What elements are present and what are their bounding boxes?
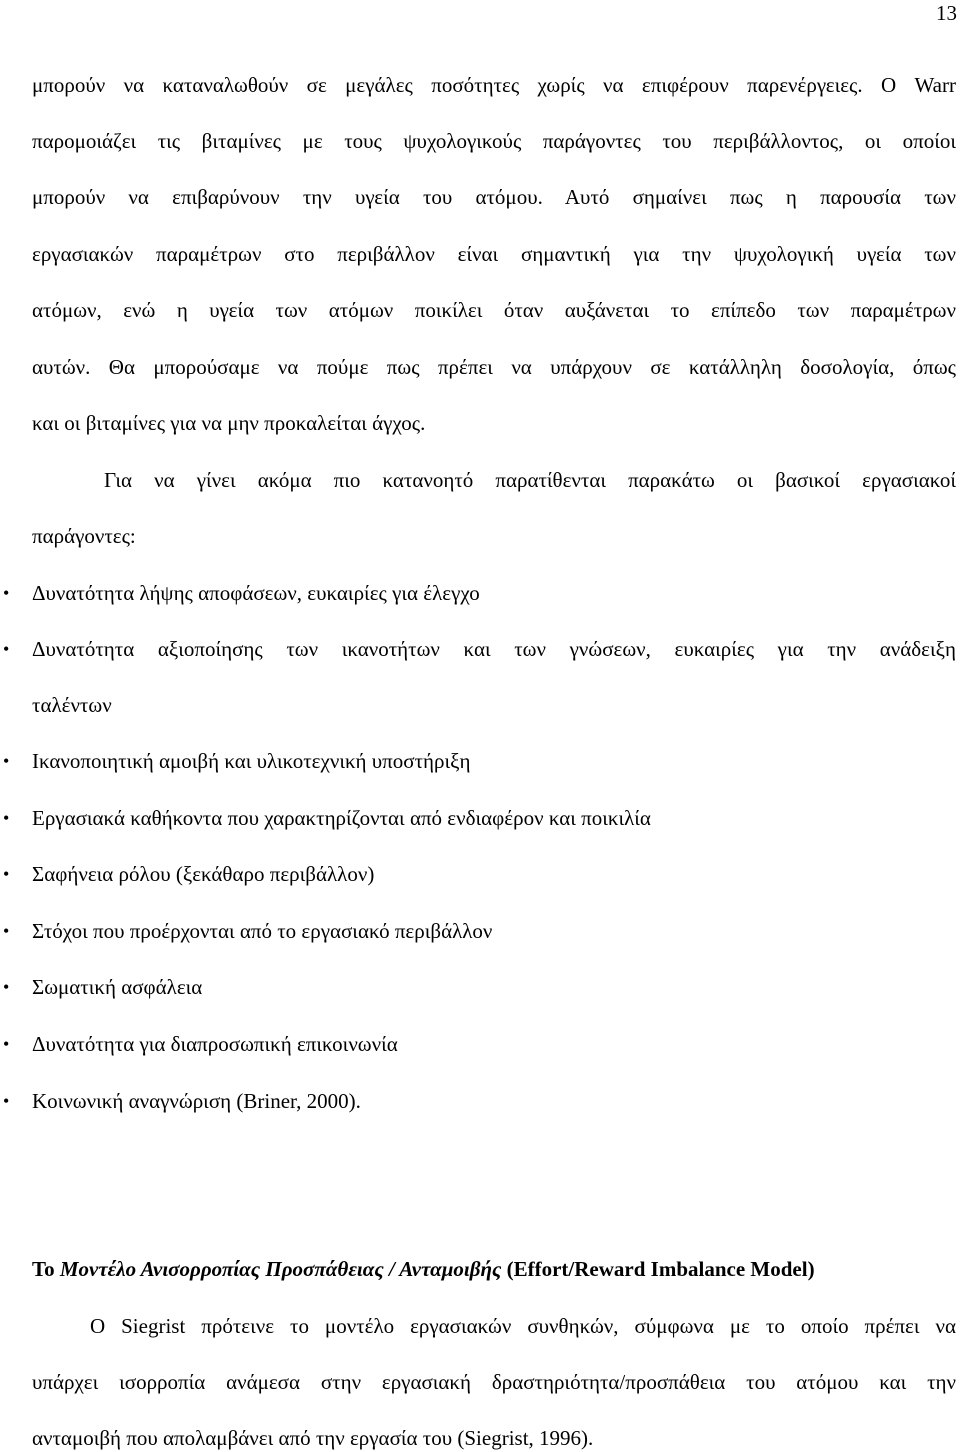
bullet-symbol: •	[3, 808, 10, 828]
text-line: ατόμων, ενώ η υγεία των ατόμων ποικίλει όταν αυξάνεται το επίπεδο των παραμέτρων	[32, 298, 956, 322]
bullet-symbol: •	[3, 639, 10, 659]
bullet-symbol: •	[3, 1034, 10, 1054]
bullet-symbol: •	[3, 751, 10, 771]
text-line: παρομοιάζει τις βιταμίνες με τους ψυχολογικούς παράγοντες του περιβάλλοντος, οι οποίοι	[32, 129, 956, 153]
text-line: και οι βιταμίνες για να μην προκαλείται άγχος.	[32, 411, 426, 435]
text-line: παράγοντες:	[32, 524, 136, 548]
heading-prefix: Το	[32, 1257, 60, 1281]
text-line: εργασιακών παραμέτρων στο περιβάλλον είναι σημαντική για την ψυχολογική υγεία των	[32, 242, 956, 266]
section-heading	[32, 1255, 956, 1283]
list-item: Εργασιακά καθήκοντα που χαρακτηρίζονται από ενδιαφέρον και ποικιλία	[32, 806, 651, 830]
list-item: Κοινωνική αναγνώριση (Briner, 2000).	[32, 1089, 361, 1113]
page-number: 13	[936, 1, 957, 25]
list-item: Δυνατότητα για διαπροσωπική επικοινωνία	[32, 1032, 398, 1056]
bullet-symbol: •	[3, 977, 10, 997]
bullet-symbol: •	[3, 1091, 10, 1111]
list-item: Σωματική ασφάλεια	[32, 975, 203, 999]
text-line: Ο Siegrist πρότεινε το μοντέλο εργασιακών συνθηκών, σύμφωνα με το οποίο πρέπει να	[90, 1314, 956, 1338]
heading-suffix: (Effort/Reward Imbalance Model)	[501, 1257, 815, 1281]
list-item: Δυνατότητα αξιοποίησης των ικανοτήτων και των γνώσεων, ευκαιρίες για την ανάδειξη	[32, 637, 956, 661]
text-line: Για να γίνει ακόμα πιο κατανοητό παρατίθενται παρακάτω οι βασικοί εργασιακοί	[104, 468, 956, 492]
text-line: υπάρχει ισορροπία ανάμεσα στην εργασιακή δραστηριότητα/προσπάθεια του ατόμου και την	[32, 1370, 956, 1394]
text-line: μπορούν να επιβαρύνουν την υγεία του ατόμου. Αυτό σημαίνει πως η παρουσία των	[32, 185, 956, 209]
text-line: ανταμοιβή που απολαμβάνει από την εργασία του (Siegrist, 1996).	[32, 1426, 594, 1450]
text-line: μπορούν να καταναλωθούν σε μεγάλες ποσότητες χωρίς να επιφέρουν παρενέργειες. Ο Warr	[32, 73, 956, 97]
text-line: αυτών. Θα μπορούσαμε να πούμε πως πρέπει να υπάρχουν σε κατάλληλη δοσολογία, όπως	[32, 355, 956, 379]
list-item: Σαφήνεια ρόλου (ξεκάθαρο περιβάλλον)	[32, 862, 375, 886]
list-item: Ικανοποιητική αμοιβή και υλικοτεχνική υποστήριξη	[32, 749, 471, 773]
list-item: Στόχοι που προέρχονται από το εργασιακό περιβάλλον	[32, 919, 493, 943]
bullet-symbol: •	[3, 583, 10, 603]
heading-italic-title: Μοντέλο Ανισορροπίας Προσπάθειας / Ανταμοιβής	[59, 1257, 502, 1281]
list-item-continuation: ταλέντων	[32, 693, 112, 717]
bullet-symbol: •	[3, 864, 10, 884]
bullet-symbol: •	[3, 921, 10, 941]
list-item: Δυνατότητα λήψης αποφάσεων, ευκαιρίες για έλεγχο	[32, 581, 480, 605]
